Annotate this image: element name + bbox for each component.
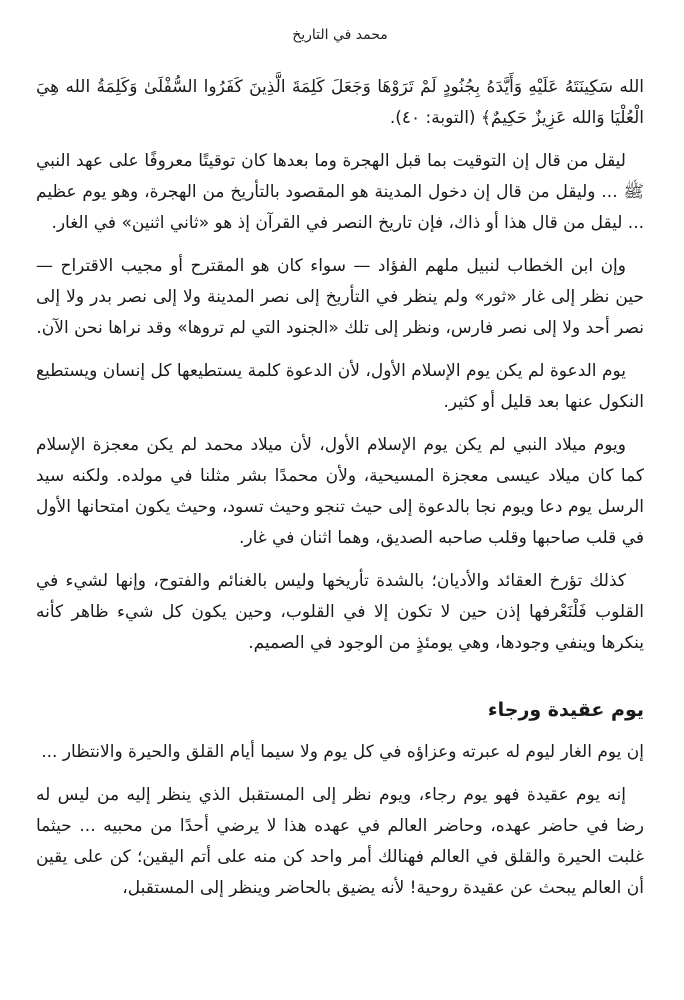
paragraph-day-of-belief: إنه يوم عقيدة فهو يوم رجاء، ويوم نظر إلى المستقبل الذي ينظر إليه من ليس له رضا في حاضر عهده، وحاضر العالم في عهده هذا لا يرضي أحدًا من محبيه ... حيثما غلبت الحيرة والقلق في العالم فهنالك أمر واحد كن منه على أتم اليقين؛ كن على يقين أن العالم يبحث عن عقيدة روحية! لأنه يضيق بالحاضر وينظر إلى المستقبل، bbox=[36, 785, 644, 898]
paragraph-quran-verse: الله سَكِينَتَهُ عَلَيْهِ وَأَيَّدَهُ بِجُنُودٍ لَمْ تَرَوْهَا وَجَعَلَ كَلِمَةَ الَّذِينَ كَفَرُوا السُّفْلَىٰ وَكَلِمَةُ الله هِيَ الْعُلْيَا وَالله عَزِيزٌ حَكِيمٌ﴾ (التوبة: ٤٠). bbox=[36, 77, 644, 128]
paragraph-hijra-timing: ليقل من قال إن التوقيت بما قبل الهجرة وما بعدها كان توقيتًا معروفًا على عهد النبي ﷺ ... وليقل من قال إن دخول المدينة هو المقصود بالتأريخ من الهجرة، وهو يوم عظيم ... ليقل من قال هذا أو ذاك، فإن تاريخ النصر في القرآن إذ هو «ثاني اثنين» في الغار. bbox=[36, 151, 644, 233]
paragraph-birth-of-prophet: ويوم ميلاد النبي لم يكن يوم الإسلام الأول، لأن ميلاد محمد لم يكن معجزة الإسلام كما كان ميلاد عيسى معجزة المسيحية، ولأن محمدًا بشر مثلنا في مولده. ولكنه سيد الرسل يوم دعا ويوم نجا بالدعوة إلى حيث تنجو وحيث تسود، وحيث يكون امتحانها الأول في قلب صاحبها وقلب صاحبه الصديق، وهما اثنان في غار. bbox=[36, 435, 644, 548]
paragraph-day-of-dawah: يوم الدعوة لم يكن يوم الإسلام الأول، لأن الدعوة كلمة يستطيعها كل إنسان ويستطيع النكول عنها بعد قليل أو كثير. bbox=[36, 361, 644, 412]
section-heading: يوم عقيدة ورجاء bbox=[487, 699, 644, 721]
running-header: محمد في التاريخ bbox=[292, 27, 388, 43]
paragraph-creeds-history: كذلك تؤرخ العقائد والأديان؛ بالشدة تأريخها وليس بالغنائم والفتوح، وإنها لشيء في القلوب فَلْنَعْرفها إذن حين لا تكون إلا في القلوب، وحين يكون كل شيء ظاهر كأنه ينكرها وينفي وجودها، وهي يومئذٍ من الوجود في الصميم. bbox=[36, 571, 644, 653]
paragraph-day-of-cave: إن يوم الغار ليوم له عبرته وعزاؤه في كل يوم ولا سيما أيام القلق والحيرة والانتظار ... bbox=[41, 742, 644, 762]
paragraph-ibn-al-khattab: وإن ابن الخطاب لنبيل ملهم الفؤاد — سواء كان هو المقترح أو مجيب الاقتراح — حين نظر إلى غار «ثور» ولم ينظر في التأريخ إلى نصر المدينة ولا إلى نصر بدر ولا إلى نصر أحد ولا إلى نصر فارس، ونظر إلى تلك «الجنود التي لم تروها» وقد نراها نحن الآن. bbox=[36, 256, 644, 338]
